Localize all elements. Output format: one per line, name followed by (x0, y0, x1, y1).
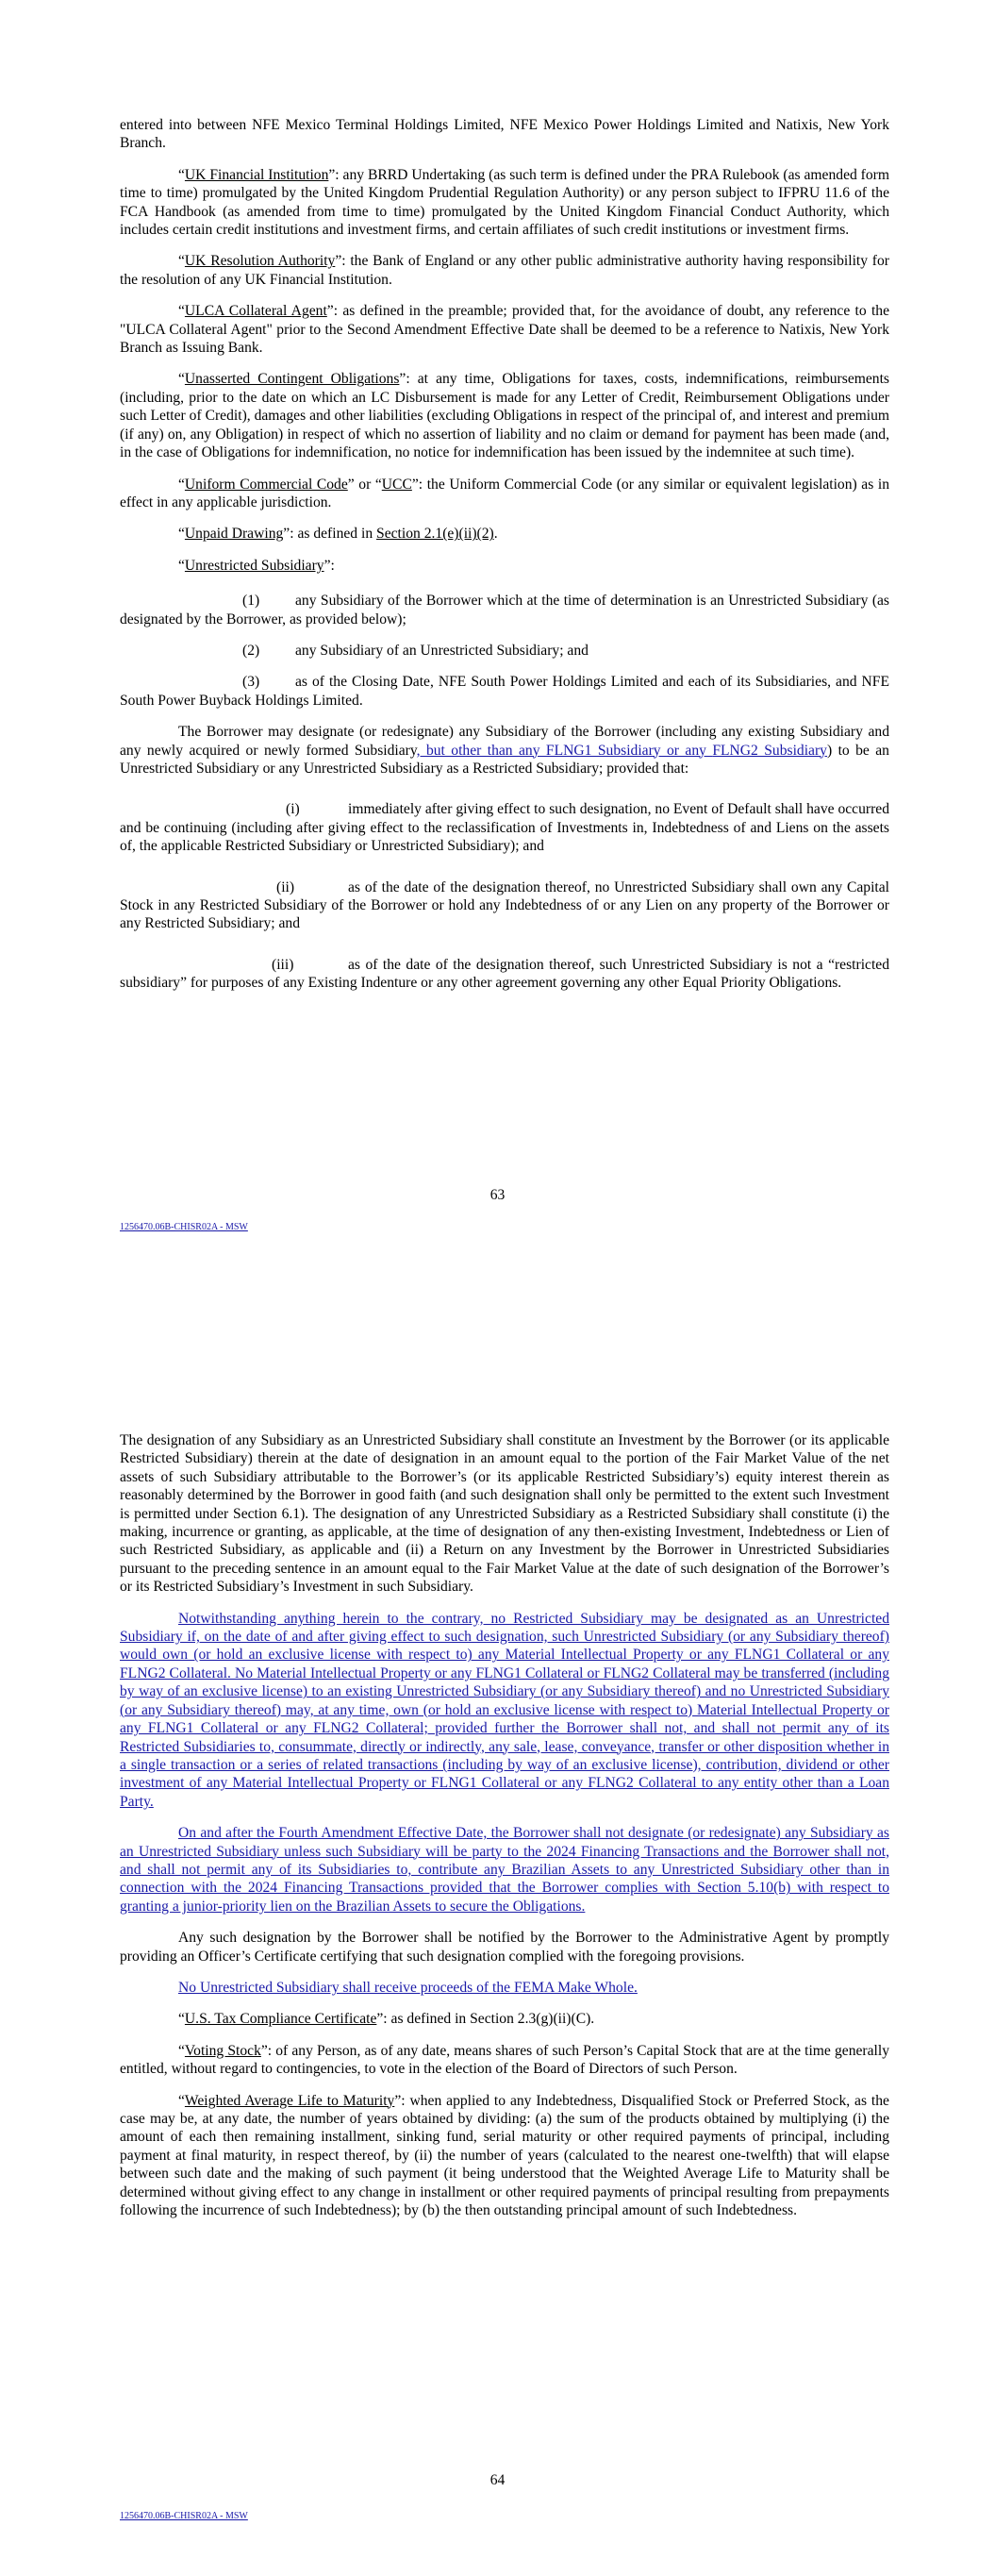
definition-text: ”: (323, 557, 335, 574)
definition-text: ”: any BRRD Undertaking (as such term is defined under the PRA Rulebook (as amended form time to time) promulgated by the United Kingdom Prudential Regulation Authority) or any person subject to IFPRU 11.6 of the FCA Handbook (as amended from time to time) promulgated by the United Kingdom Financial Conduct Authority, which includes certain credit institutions and investment firms, and certain affiliates of such credit institutions or investment firms. (120, 166, 889, 239)
definition-text: ”: when applied to any Indebtedness, Disqualified Stock or Preferred Stock, as the case may be, at any date, the number of years obtained by dividing: (a) the sum of the products obtained by multiplying (i) the amount of each then remaining installment, sinking fund, serial maturity or other required payments of principal, including payment at final maturity, in respect thereof, by (ii) the number of years (calculated to the nearest one-twelfth) that will elapse between such date and the making of such payment (it being understood that the Weighted Average Life to Maturity shall be determined without giving effect to any change in installment or other required payments of principal resulting from prepayments following the incurrence of such Indebtedness); by (b) the then outstanding principal amount of such Indebtedness. (120, 2092, 889, 2219)
definition-uniform-commercial-code: “Uniform Commercial Code” or “UCC”: the Uniform Commercial Code (or any similar or equivalent legislation) as in effect in any applicable jurisdiction. (120, 476, 889, 510)
list-text: any Subsidiary of an Unrestricted Subsidiary; and (295, 642, 589, 659)
term-us-tax-compliance-certificate: U.S. Tax Compliance Certificate (184, 2011, 377, 2028)
term-unrestricted-subsidiary: Unrestricted Subsidiary (184, 557, 324, 574)
roman-number: (i) (286, 801, 300, 818)
list-text: as of the Closing Date, NFE South Power Holdings Limited and each of its Subsidiaries, and NFE South Power Buyback Holdings Limited. (120, 674, 889, 709)
inserted-text: Notwithstanding anything herein to the contrary, no Restricted Subsidiary may be designated as an Unrestricted Subsidiary if, on the date of and after giving effect to such designation, such Unrestricted Subsidiary (or any Subsidiary thereof) would own (or hold an exclusive license with respect to) any Material Intellectual Property or any FLNG1 Collateral or any FLNG2 Collateral. No Material Intellectual Property or any FLNG1 Collateral or FLNG2 Collateral may be transferred (including by way of an exclusive license) to an existing Unrestricted Subsidiary (or any Subsidiary thereof) and no Unrestricted Subsidiary (or any Subsidiary thereof) may, at any time, own (or hold an exclusive license with respect to) Material Intellectual Property or any FLNG1 Collateral or any FLNG2 Collateral; provided further the Borrower shall not, and shall not permit any of its Restricted Subsidiaries to, consummate, directly or indirectly, any sale, lease, conveyance, transfer or other disposition whether in a single transaction or a series of related transactions (including by way of an exclusive license), contribution, dividend or other investment of any Material Intellectual Property or FLNG1 Collateral or any FLNG2 Collateral to any entity other than a Loan Party. (120, 1610, 889, 1810)
definition-text: ”: as defined in Section 2.3(g)(ii)(C). (376, 2011, 595, 2028)
definition-uk-resolution-authority: “UK Resolution Authority”: the Bank of England or any other public administrative authority having responsibility for the resolution of any UK Financial Institution. (120, 253, 889, 288)
definition-unrestricted-subsidiary: “Unrestricted Subsidiary”: (178, 557, 335, 574)
notwithstanding-paragraph (120, 1610, 889, 1811)
definition-us-tax-compliance-certificate: “U.S. Tax Compliance Certificate”: as defined in Section 2.3(g)(ii)(C). (178, 2011, 595, 2028)
roman-item-ii (120, 878, 889, 933)
page-64 (0, 1288, 995, 2576)
definition-text: ”: of any Person, as of any date, means shares of such Person’s Capital Stock that are at the time generally entitled, without regard to contingencies, to vote in the election of the Board of Directors of such Person. (120, 2042, 889, 2078)
designation-investment-paragraph: The designation of any Subsidiary as an Unrestricted Subsidiary shall constitute an Investment by the Borrower (or its applicable Restricted Subsidiary) therein at the date of designation in an amount equal to the portion of the Fair Market Value of the net assets of such Subsidiary attributable to the Borrower’s (or its applicable Restricted Subsidiary’s) equity interest therein as reasonably determined by the Borrower in good faith (and such designation shall only be permitted to the extent such Investment is permitted under Section 6.1). The designation of any Unrestricted Subsidiary as a Restricted Subsidiary shall constitute (i) the making, incurrence or granting, as applicable, at the time of designation of any then-existing Investment, Indebtedness or Lien of such Restricted Subsidiary, as applicable and (ii) a Return on any Investment by the Borrower in Unrestricted Subsidiaries pursuant to the preceding sentence in an amount equal to the Fair Market Value at the date of such designation of the Borrower’s or its Restricted Subsidiary’s Investment in such Subsidiary. (120, 1432, 889, 1596)
document-id: 1256470.06B-CHISR02A - MSW (120, 2511, 248, 2521)
definition-text: ”: the Uniform Commercial Code (or any similar or equivalent legislation) as in effect in any applicable jurisdiction. (120, 476, 889, 510)
term-unasserted-contingent-obligations: Unasserted Contingent Obligations (184, 371, 400, 388)
definition-text: ”: the Bank of England or any other public administrative authority having responsibility for the resolution of any UK Financial Institution. (120, 253, 889, 288)
definition-text: ”: as defined in the preamble; provided that, for the avoidance of doubt, any reference to the "ULCA Collateral Agent" prior to the Second Amendment Effective Date shall be deemed to be a reference to Natixis, New York Branch as Issuing Bank. (120, 303, 889, 357)
list-number: (3) (242, 674, 260, 691)
inserted-text-flng2: FLNG2 Subsidiary (712, 742, 827, 759)
definition-ulca-collateral-agent: “ULCA Collateral Agent”: as defined in the preamble; provided that, for the avoidance of doubt, any reference to the "ULCA Collateral Agent" prior to the Second Amendment Effective Date shall be deemed to be a reference to Natixis, New York Branch as Issuing Bank. (120, 303, 889, 357)
term-uniform-commercial-code: Uniform Commercial Code (184, 476, 348, 493)
designation-paragraph (120, 723, 889, 778)
list-number: (2) (242, 642, 260, 659)
term-uk-resolution-authority: UK Resolution Authority (184, 253, 336, 270)
designation-text-end: ) to be an Unrestricted Subsidiary or any Unrestricted Subsidiary as a Restricted Subsidiary; provided that: (120, 742, 889, 777)
definition-unasserted-contingent-obligations: “Unasserted Contingent Obligations”: at any time, Obligations for taxes, costs, indemnifications, reimbursements (including, prior to the date on which an LC Disbursement is made for any Letter of Credit, Reimbursement Obligations under such Letter of Credit), damages and other liabilities (excluding Obligations in respect of the principal of, and interest and premium (if any) on, any Obligation) in respect of which no assertion of liability and no claim or demand for payment has been made (and, in the case of Obligations for indemnification, no notice for indemnification has been issued by the indemnitee at such time). (120, 371, 889, 461)
definition-text: ”: at any time, Obligations for taxes, costs, indemnifications, reimbursements (including, prior to the date on which an LC Disbursement is made for any Letter of Credit, Reimbursement Obligations under such Letter of Credit), damages and other liabilities (excluding Obligations in respect of the principal of, and interest and premium (if any) on, any Obligation) in respect of which no assertion of liability and no claim or demand for payment has been made (and, in the case of Obligations for indemnification, no notice for indemnification has been issued by the indemnitee at such time). (120, 371, 889, 461)
intro-paragraph: entered into between NFE Mexico Terminal Holdings Limited, NFE Mexico Power Holdings Limited and Natixis, New York Branch. (120, 117, 889, 152)
definition-voting-stock: “Voting Stock”: of any Person, as of any date, means shares of such Person’s Capital Stock that are at the time generally entitled, without regard to contingencies, to vote in the election of the Board of Directors of such Person. (120, 2042, 889, 2078)
page-64-body (120, 1431, 889, 2233)
document-id: 1256470.06B-CHISR02A - MSW (120, 1222, 248, 1232)
term-ucc: UCC (381, 476, 412, 493)
term-unpaid-drawing: Unpaid Drawing (184, 526, 284, 543)
term-voting-stock: Voting Stock (184, 2042, 261, 2059)
definition-text: ”: as defined in (283, 526, 377, 543)
definition-end: . (493, 526, 498, 543)
list-text: any Subsidiary of the Borrower which at the time of determination is an Unrestricted Subsidiary (as designated by the Borrower, as provided below); (120, 593, 889, 627)
list-item-1 (120, 592, 889, 628)
roman-number: (ii) (276, 878, 295, 895)
term-connector: ” or “ (347, 476, 382, 493)
list-item-2 (120, 642, 889, 660)
definition-unpaid-drawing: “Unpaid Drawing”: as defined in Section 2.1(e)(ii)(2). (178, 526, 498, 543)
term-ulca-collateral-agent: ULCA Collateral Agent (184, 303, 327, 320)
roman-item-i (120, 800, 889, 855)
list-item-3 (120, 673, 889, 710)
inserted-text: On and after the Fourth Amendment Effective Date, the Borrower shall not designate (or redesignate) any Subsidiary as an Unrestricted Subsidiary unless such Subsidiary will be party to the 2024 Financing Transactions and the Borrower shall not, and shall not permit any of its Subsidiaries to, contribute any Brazilian Assets to any Unrestricted Subsidiary other than in connection with the 2024 Financing Transactions provided that the Borrower complies with Section 5.10(b) with respect to granting a junior-priority lien on the Brazilian Assets to secure the Obligations. (120, 1825, 889, 1915)
designation-text: The Borrower may designate (or redesignate) any Subsidiary of the Borrower (including any existing Subsidiary and any newly acquired or newly formed Subsidiary (120, 724, 889, 759)
list-number: (1) (242, 593, 260, 610)
fema-paragraph (120, 1979, 889, 1997)
inserted-text: , but other than any FLNG1 Subsidiary or any (416, 742, 713, 759)
fourth-amendment-paragraph (120, 1824, 889, 1915)
page-63-body (120, 116, 889, 1006)
roman-number: (iii) (272, 956, 294, 973)
term-uk-financial-institution: UK Financial Institution (184, 166, 329, 183)
page-number: 64 (489, 2472, 506, 2488)
page-number: 63 (489, 1187, 506, 1203)
inserted-text: No Unrestricted Subsidiary shall receive proceeds of the FEMA Make Whole. (178, 1979, 638, 1996)
definition-weighted-average-life: “Weighted Average Life to Maturity”: when applied to any Indebtedness, Disqualified Stock or Preferred Stock, as the case may be, at any date, the number of years obtained by dividing: (a) the sum of the products obtained by multiplying (i) the amount of each then remaining installment, sinking fund, serial maturity or other required payments of principal, including payment at final maturity, in respect thereof, by (ii) the number of years (calculated to the nearest one-twelfth) that will elapse between such date and the making of such payment (it being understood that the Weighted Average Life to Maturity shall be determined without giving effect to any change in installment or other required payments of principal resulting from prepayments following the incurrence of such Indebtedness); by (b) the then outstanding principal amount of such Indebtedness. (120, 2092, 889, 2219)
roman-text: as of the date of the designation thereof, no Unrestricted Subsidiary shall own any Capital Stock in any Restricted Subsidiary of the Borrower or hold any Indebtedness of or any Lien on any property of the Borrower or any Restricted Subsidiary; and (120, 878, 889, 932)
roman-item-iii (120, 956, 889, 993)
section-reference: Section 2.1(e)(ii)(2) (376, 526, 494, 543)
definition-uk-financial-institution: “UK Financial Institution”: any BRRD Undertaking (as such term is defined under the PRA Rulebook (as amended form time to time) promulgated by the United Kingdom Prudential Regulation Authority) or any person subject to IFPRU 11.6 of the FCA Handbook (as amended from time to time) promulgated by the United Kingdom Financial Conduct Authority, which includes certain credit institutions and investment firms, and certain affiliates of such credit institutions or investment firms. (120, 166, 889, 239)
term-weighted-average-life: Weighted Average Life to Maturity (184, 2092, 395, 2109)
roman-text: immediately after giving effect to such designation, no Event of Default shall have occurred and be continuing (including after giving effect to the reclassification of Investments in, Indebtedness of and Liens on the assets of, the applicable Restricted Subsidiary or Unrestricted Subsidiary); and (120, 801, 889, 855)
roman-text: as of the date of the designation thereof, such Unrestricted Subsidiary is not a “restricted subsidiary” for purposes of any Existing Indenture or any other agreement governing any other Equal Priority Obligations. (120, 956, 889, 992)
notification-paragraph: Any such designation by the Borrower shall be notified by the Borrower to the Administrative Agent by promptly providing an Officer’s Certificate certifying that such designation complied with the foregoing provisions. (120, 1930, 889, 1965)
